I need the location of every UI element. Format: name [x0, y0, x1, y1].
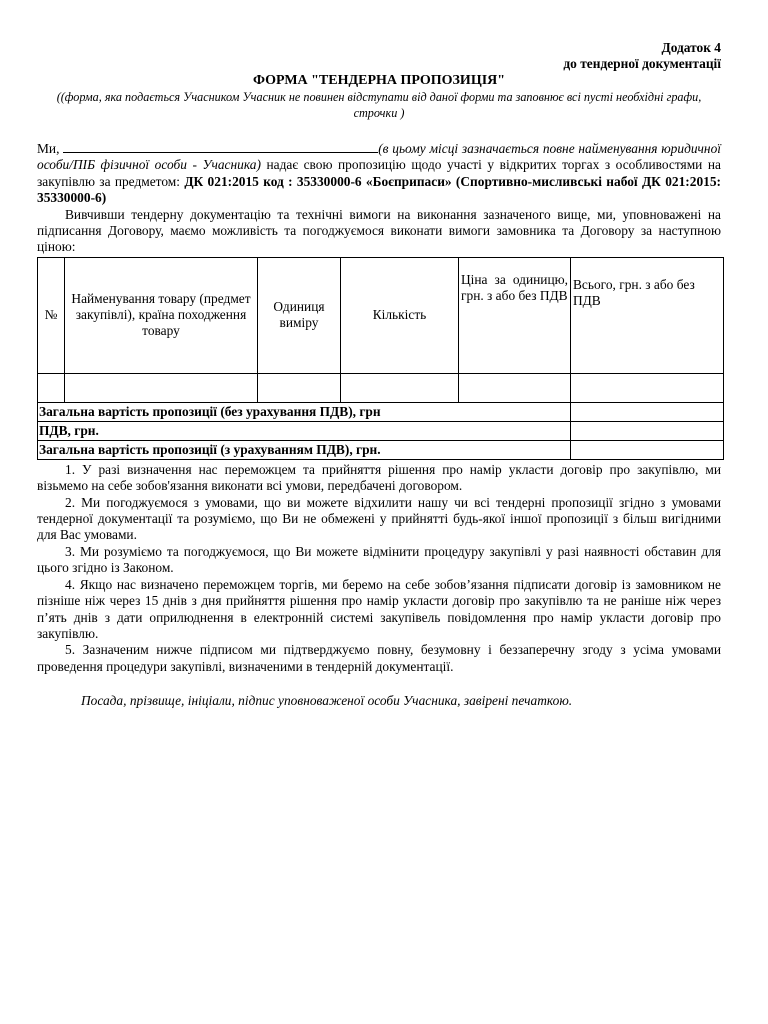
cell-product-name[interactable]	[65, 373, 258, 402]
intro-paragraph	[37, 141, 721, 207]
signature-note: Посада, прізвище, ініціали, підпис уповноваженої особи Учасника, завірені печаткою.	[81, 693, 573, 709]
cell-quantity[interactable]	[341, 373, 459, 402]
col-quantity: Кількість	[341, 257, 459, 373]
document-page	[37, 40, 721, 710]
summary-label-without-vat: Загальна вартість пропозиції (без урахування ПДВ), грн	[38, 402, 571, 421]
conditions-list	[37, 462, 721, 675]
summary-value-vat[interactable]	[571, 421, 724, 440]
intro-text: надає свою пропозицію щодо участі у відкритих торгах з особливостями на закупівлю за предметом:	[37, 157, 721, 189]
price-table	[37, 257, 724, 460]
condition-item: 5. Зазначеним нижче підписом ми підтверджуємо повну, безумовну і беззаперечну згоду з усіма умовами проведення процедури закупівлі, визначеними в тендерній документації.	[37, 642, 721, 674]
cell-total[interactable]	[571, 373, 724, 402]
condition-item: 1. У разі визначення нас переможцем та прийняття рішення про намір укласти договір про закупівлю, ми візьмемо на себе зобов'язання виконати всі умови, передбачені договором.	[37, 461, 721, 494]
summary-row-without-vat	[38, 402, 724, 421]
summary-row-vat	[38, 421, 724, 440]
placeholder-note: (в цьому місці зазначається повне найменування юридичної особи/ПІБ фізичної особи - Учасника)	[37, 141, 721, 173]
condition-item: 2. Ми погоджуємося з умовами, що ви можете відхилити нашу чи всі тендерні пропозиції згідно з умовами тендерної документації та розуміємо, що Ви не обмежені у прийнятті будь-якої іншої пропозиції з більш вигідними для Вас умовами.	[37, 494, 721, 543]
col-number: №	[38, 257, 65, 373]
summary-label-with-vat: Загальна вартість пропозиції (з урахуванням ПДВ), грн.	[38, 440, 571, 459]
procurement-subject: ДК 021:2015 код : 35330000-6 «Боєприпаси» (Спортивно-мисливські набої ДК 021:2015: 35330000-6)	[37, 173, 721, 206]
table-header-row	[38, 257, 724, 373]
intro-we: Ми,	[37, 141, 60, 156]
condition-item: 4. Якщо нас визначено переможцем торгів, ми беремо на себе зобов’язання підписати договір із замовником не пізніше ніж через 15 днів з дня прийняття рішення про намір укласти договір про закупівлю та не раніше ніж через п’ять днів з дати оприлюднення в електронній системі закупівель повідомлення про намір укласти договір про закупівлю.	[37, 576, 721, 641]
cell-unit-price[interactable]	[459, 373, 571, 402]
col-unit-price: Ціна за одиницю, грн. з або без ПДВ	[459, 257, 571, 373]
summary-row-with-vat	[38, 440, 724, 459]
condition-item: 3. Ми розуміємо та погоджуємося, що Ви можете відмінити процедуру закупівлі у разі наявності обставин для цього згідно із Законом.	[37, 543, 721, 576]
form-subtitle: ((форма, яка подається Учасником Учасник не повинен відступати від даної форми та заповнює всі пусті необхідні графи, строчки )	[56, 90, 702, 120]
cell-number[interactable]	[38, 373, 65, 402]
col-product-name: Найменування товару (предмет закупівлі), країна походження товару	[65, 257, 258, 373]
summary-value-with-vat[interactable]	[571, 440, 724, 459]
summary-value-without-vat[interactable]	[571, 402, 724, 421]
col-unit: Одиниця виміру	[258, 257, 341, 373]
intro-paragraph-2: Вивчивши тендерну документацію та технічні вимоги на виконання зазначеного вище, ми, уповноважені на підписання Договору, маємо можливість та погоджуємося виконати вимоги замовника та Договору за наступною ціною:	[37, 206, 721, 255]
form-title: ФОРМА "ТЕНДЕРНА ПРОПОЗИЦІЯ"	[252, 73, 506, 88]
cell-unit[interactable]	[258, 373, 341, 402]
summary-label-vat: ПДВ, грн.	[38, 421, 571, 440]
table-row	[38, 373, 724, 402]
annex-number: Додаток 4	[661, 40, 721, 55]
col-total: Всього, грн. з або без ПДВ	[571, 257, 724, 373]
annex-reference: до тендерної документації	[563, 56, 721, 71]
participant-name-blank[interactable]	[63, 141, 378, 153]
